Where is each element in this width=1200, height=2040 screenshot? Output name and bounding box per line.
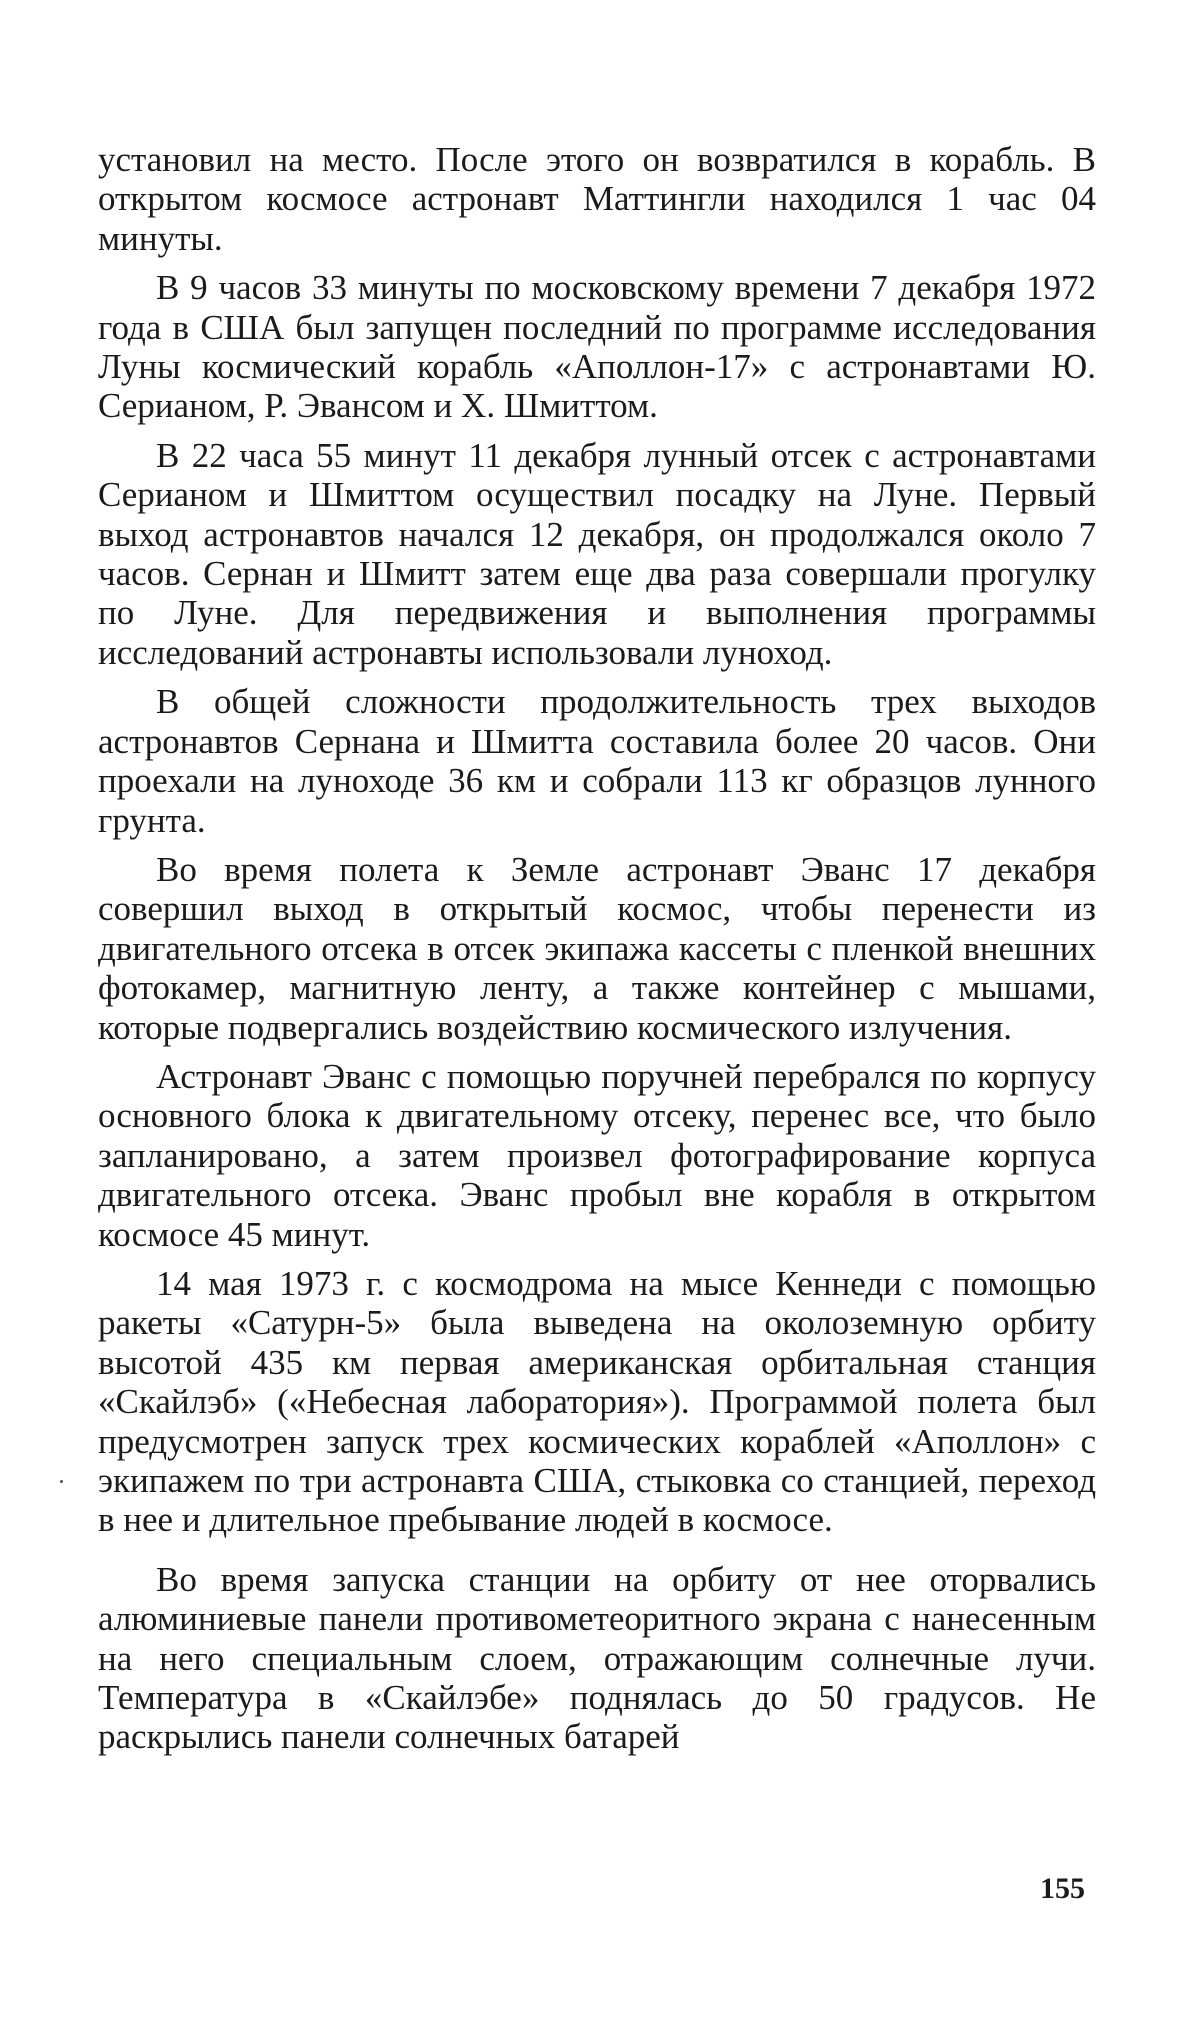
paragraph: 14 мая 1973 г. с космодрома на мысе Кеннеди с помощью ракеты «Сатурн-5» была выведена на околоземную орбиту высотой 435 км первая американская орбитальная станция «Скайлэб» («Небесная лаборатория»). Программой полета был предусмотрен запуск трех космических кораблей «Аполлон» с экипажем по три астронавта США, стыковка со станцией, переход в нее и длительное пребывание людей в космосе. — [98, 1263, 1096, 1540]
paragraph: Во время полета к Земле астронавт Эванс 17 декабря совершил выход в открытый космос, чтобы перенести из двигательного отсека в отсек экипажа кассеты с пленкой внешних фотокамер, магнитную ленту, а также контейнер с мышами, которые подвергались воздействию космического излучения. — [98, 849, 1096, 1047]
paragraph: В 9 часов 33 минуты по московскому времени 7 декабря 1972 года в США был запущен последний по программе исследования Луны космический корабль «Аполлон-17» с астронавтами Ю. Серианом, Р. Эвансом и Х. Шмиттом. — [98, 268, 1096, 426]
scan-speck — [60, 1480, 63, 1483]
body-text — [98, 140, 1096, 1767]
paragraph: Астронавт Эванс с помощью поручней перебрался по корпусу основного блока к двигательному отсеку, перенес все, что было запланировано, а затем произвел фотографирование корпуса двигательного отсека. Эванс пробыл вне корабля в открытом космосе 45 минут. — [98, 1056, 1096, 1254]
paragraph: Во время запуска станции на орбиту от нее оторвались алюминиевые панели противометеоритного экрана с нанесенным на него специальным слоем, отражающим солнечные лучи. Температура в «Скайлэбе» поднялась до 50 градусов. Не раскрылись панели солнечных батарей — [98, 1559, 1096, 1757]
paragraph: В общей сложности продолжительность трех выходов астронавтов Сернана и Шмитта составила более 20 часов. Они проехали на луноходе 36 км и собрали 113 кг образцов лунного грунта. — [98, 682, 1096, 840]
page-number: 155 — [1040, 1872, 1085, 1905]
paragraph: установил на место. После этого он возвратился в корабль. В открытом космосе астронавт Маттингли находился 1 час 04 минуты. — [98, 140, 1096, 258]
paragraph: В 22 часа 55 минут 11 декабря лунный отсек с астронавтами Серианом и Шмиттом осуществил посадку на Луне. Первый выход астронавтов начался 12 декабря, он продолжался около 7 часов. Сернан и Шмитт затем еще два раза совершали прогулку по Луне. Для передвижения и выполнения программы исследований астронавты использовали луноход. — [98, 435, 1096, 672]
